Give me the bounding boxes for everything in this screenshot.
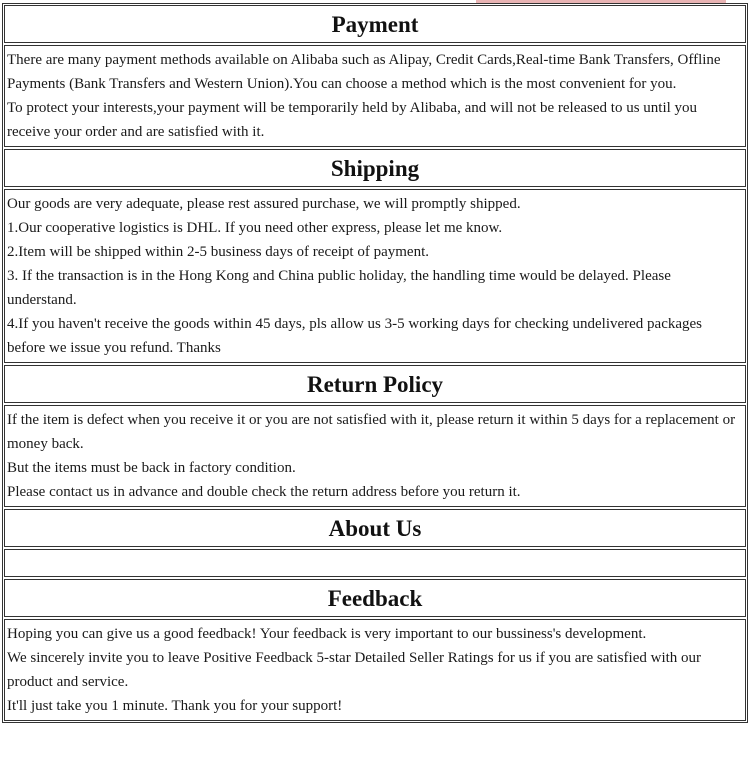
shipping-paragraph: 2.Item will be shipped within 2-5 business days of receipt of payment. [7, 244, 429, 260]
return-policy-paragraph: Please contact us in advance and double check the return address before you return it. [7, 484, 521, 500]
shipping-paragraph: 3. If the transaction is in the Hong Kong and China public holiday, the handling time would be delayed. Please understand. [7, 268, 671, 308]
return-policy-title: Return Policy [306, 372, 444, 397]
payment-paragraph: There are many payment methods available on Alibaba such as Alipay, Credit Cards,Real-time Bank Transfers, Offline Payments (Bank Transfers and Western Union).You can choose a method which is the most convenient for you. [7, 52, 721, 92]
feedback-paragraph: We sincerely invite you to leave Positive Feedback 5-star Detailed Seller Ratings for us if you are satisfied with our product and service. [7, 650, 702, 690]
feedback-paragraph: It'll just take you 1 minute. Thank you for your support! [7, 698, 343, 714]
shipping-paragraph: 4.If you haven't receive the goods within 45 days, pls allow us 3-5 working days for checking undelivered packages before we issue you refund. Thanks [7, 316, 703, 356]
about-us-heading [4, 509, 746, 547]
feedback-heading [4, 579, 746, 617]
shipping-paragraph: Our goods are very adequate, please rest assured purchase, we will promptly shipped. [7, 196, 521, 212]
shipping-content [4, 189, 746, 363]
about-us-title: About Us [328, 516, 422, 541]
return-policy-paragraph: If the item is defect when you receive it or you are not satisfied with it, please return it within 5 days for a replacement or money back. [7, 412, 736, 452]
feedback-title: Feedback [327, 586, 423, 611]
return-policy-content [4, 405, 746, 507]
payment-heading [4, 5, 746, 43]
feedback-content [4, 619, 746, 721]
payment-title: Payment [331, 12, 419, 37]
about-us-content [4, 549, 746, 577]
payment-content [4, 45, 746, 147]
feedback-paragraph: Hoping you can give us a good feedback! Your feedback is very important to our bussiness's development. [7, 626, 647, 642]
shipping-heading [4, 149, 746, 187]
shipping-title: Shipping [330, 156, 420, 181]
shipping-paragraph: 1.Our cooperative logistics is DHL. If you need other express, please let me know. [7, 220, 503, 236]
return-policy-heading [4, 365, 746, 403]
policy-panel [2, 3, 748, 723]
payment-paragraph: To protect your interests,your payment will be temporarily held by Alibaba, and will not be released to us until you receive your order and are satisfied with it. [7, 100, 698, 140]
return-policy-paragraph: But the items must be back in factory condition. [7, 460, 296, 476]
